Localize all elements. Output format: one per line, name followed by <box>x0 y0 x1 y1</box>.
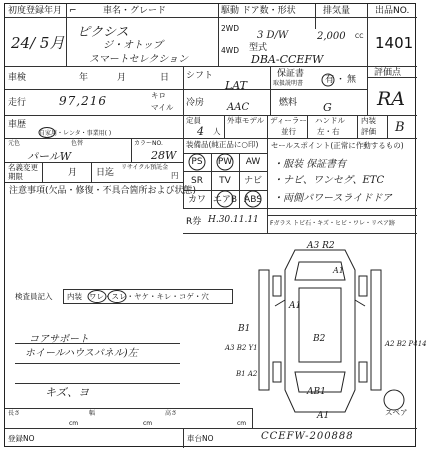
warranty-yes: 有 <box>325 75 335 85</box>
mark-windshield: A1 <box>289 301 302 311</box>
divider <box>267 215 417 216</box>
displacement-label: 排気量 <box>323 6 351 16</box>
equip-abs: ABS <box>244 195 262 205</box>
color-code-label: カラーNO. <box>134 140 163 147</box>
divider <box>387 115 388 138</box>
model-type-label: 型式 <box>249 43 268 53</box>
spare-label: スペア <box>385 408 408 417</box>
selling-point-1: ・服装 保証書有 <box>273 159 347 170</box>
interior-defects-prefix: 内装 <box>67 292 82 301</box>
capacity-label: 定員 <box>186 116 201 125</box>
divider <box>5 182 183 183</box>
divider <box>218 17 367 18</box>
warranty-separator: ・ <box>336 75 346 85</box>
length-label: 長さ <box>8 410 21 417</box>
frame-no-label: 車台NO <box>187 434 214 443</box>
selling-points-title: セールスポイント(正常に作動するもの) <box>271 141 404 150</box>
inspector-note-3: キズ、ヨ <box>45 386 90 399</box>
color-change-label: 色替 <box>71 140 84 147</box>
divider <box>367 4 368 66</box>
color-code-value: 28W <box>151 149 177 162</box>
grade-label: 評価点 <box>374 68 402 78</box>
history-sub: 自家用・レンタ・事業用( ) <box>39 130 112 137</box>
r-ticket-label: R券 <box>186 217 202 227</box>
equip-tv: TV <box>219 176 231 186</box>
divider <box>218 4 219 66</box>
mileage-unit: キロ <box>151 91 166 100</box>
interior-defect-circles <box>87 289 143 304</box>
divider <box>183 428 184 448</box>
deadline-month-unit: 月 <box>68 168 78 178</box>
recycle-yen-unit: 円 <box>171 171 179 180</box>
day-unit: 日 <box>160 73 170 83</box>
grade-line-1: ジ・オトップ <box>103 40 163 51</box>
dealer-label: ディーラー <box>270 116 307 125</box>
width-cm-unit: cm <box>143 420 153 427</box>
mark-rear-bumper: AB1 <box>307 387 326 397</box>
height-cm-unit: cm <box>237 420 247 427</box>
mileage-sub: マイル <box>151 103 174 112</box>
registration-no-label: 登録NO <box>8 434 35 443</box>
handle-label: ハンドル <box>315 116 345 125</box>
interior-defects-items: ワレ・スレ・ヤケ・キレ・コゲ・穴 <box>89 292 209 301</box>
lot-number-label: 出品NO. <box>375 6 410 16</box>
divider <box>5 115 417 116</box>
equipment-title: 装備品(純正品に○印) <box>186 140 259 149</box>
mark-left-rear: A3 B2 Y1 <box>225 344 258 352</box>
divider <box>5 138 417 139</box>
deadline-label: 期限 <box>8 172 23 181</box>
handle-sub: 左・右 <box>317 127 340 136</box>
drive-label: 駆動 ドア数・形状 <box>221 6 296 16</box>
history-label: 車歴 <box>8 120 27 130</box>
interior-grade-value: B <box>395 120 405 135</box>
auction-sheet <box>4 3 427 447</box>
year-unit: 年 <box>79 73 89 83</box>
equip-airbag: エアB <box>212 195 238 205</box>
divider <box>270 66 271 115</box>
width-label: 幅 <box>89 410 96 417</box>
fuel-label: 燃料 <box>279 98 298 108</box>
month-unit: 月 <box>117 73 127 83</box>
car-name: ピクシス <box>77 25 129 40</box>
divider <box>91 162 92 182</box>
car-name-grade-label: 車名・グレード <box>103 6 167 16</box>
mark-left-rear-2: B1 A2 <box>236 370 258 378</box>
divider <box>224 115 225 138</box>
mileage-value: 97,216 <box>59 94 107 108</box>
deadline-day-unit: 日迄 <box>96 168 115 178</box>
equip-leather: カワ <box>187 195 206 205</box>
grade-value: RA <box>377 88 406 110</box>
divider <box>42 162 43 182</box>
capacity-value: 4 <box>197 125 204 138</box>
divider <box>252 408 253 428</box>
inspector-note-1: コアサポート <box>29 334 89 345</box>
divider <box>367 66 368 115</box>
equipment-circles <box>183 153 267 208</box>
mark-right-rear: A2 B2 P414 <box>385 340 427 348</box>
divider <box>66 4 67 66</box>
divider <box>357 115 358 138</box>
inspector-label: 検査員記入 <box>15 292 53 301</box>
grade-line-2: スマートセレクション <box>89 54 189 65</box>
divider <box>5 408 252 409</box>
equip-pw: PW <box>217 157 233 167</box>
tick-mark: ⌐ <box>69 6 77 16</box>
interior-label: 内装 <box>361 116 376 125</box>
shift-label: シフト <box>186 71 214 81</box>
divider <box>5 66 417 67</box>
drive-2wd: 2WD <box>221 24 239 33</box>
frame-no-value: CCEFW-200888 <box>261 431 354 442</box>
ac-value: AAC <box>227 102 250 113</box>
inspector-note-2: ホイールハウスパネル)左 <box>25 348 138 359</box>
mark-front: A3 R2 <box>307 241 335 251</box>
length-cm-unit: cm <box>69 420 79 427</box>
shift-value: LAT <box>225 79 247 92</box>
mark-hood: A1 <box>333 266 344 275</box>
equip-navi: ナビ <box>243 176 262 186</box>
divider <box>5 89 367 90</box>
import-model-label: 外車モデル <box>227 116 265 125</box>
warranty-label: 保証書 <box>277 69 305 79</box>
selling-point-3: ・両側パワースライドドア <box>273 193 392 204</box>
selling-point-2: ・ナビ、ワンセグ、ETC <box>273 175 385 186</box>
inspection-label: 車検 <box>8 73 27 83</box>
glass-label: Fガラス トビ石・キズ・ヒビ・ワレ・リペア跡 <box>270 220 395 227</box>
divider <box>183 208 417 209</box>
first-registration-value: 24/ 5月 <box>11 34 65 52</box>
divider <box>267 138 268 233</box>
displacement-value: 2,000 <box>317 31 346 42</box>
mark-rear: A1 <box>317 411 330 421</box>
first-registration-label: 初度登録年月 <box>8 6 63 16</box>
ac-label: 冷房 <box>186 98 205 108</box>
cc-unit: CC <box>355 33 364 40</box>
interior-sub: 評価 <box>361 127 376 136</box>
divider <box>183 115 184 138</box>
mark-roof: B2 <box>313 334 326 344</box>
note-line <box>15 363 180 364</box>
door-count: 3 D/W <box>257 30 289 41</box>
equip-aw: AW <box>245 157 261 167</box>
height-label: 高さ <box>165 410 178 417</box>
history-private-circle <box>38 127 56 138</box>
dealer-sub: 並行 <box>281 127 296 136</box>
capacity-unit: 人 <box>213 127 221 136</box>
warranty-sub: 取扱説明書 <box>273 80 304 87</box>
divider <box>183 66 184 115</box>
mileage-label: 走行 <box>8 98 27 108</box>
color-value: パールW <box>27 150 72 163</box>
divider <box>367 17 417 18</box>
lot-number-value: 1401 <box>375 34 414 52</box>
orig-color-label: 元色 <box>8 140 21 147</box>
equip-sr: SR <box>191 176 203 186</box>
divider <box>131 138 132 162</box>
name-change-label: 名義変更 <box>8 163 38 172</box>
notes-label: 注意事項(欠品・修復・不具合箇所および状態) <box>9 186 197 196</box>
divider <box>5 428 417 429</box>
drive-4wd: 4WD <box>221 46 239 55</box>
warranty-yes-circle <box>321 73 335 87</box>
mark-left-door: B1 <box>238 324 251 334</box>
equip-ps: PS <box>191 157 203 167</box>
divider <box>183 233 417 234</box>
model-code: DBA-CCEFW <box>251 53 324 66</box>
fuel-value: G <box>323 101 332 114</box>
recycle-label: リサイクル預託金 <box>121 164 169 171</box>
divider <box>267 115 268 138</box>
warranty-no: 無 <box>347 75 357 85</box>
note-line <box>15 383 180 384</box>
divider <box>5 17 218 18</box>
divider <box>307 115 308 138</box>
r-ticket-value: H.30.11.11 <box>208 215 259 225</box>
